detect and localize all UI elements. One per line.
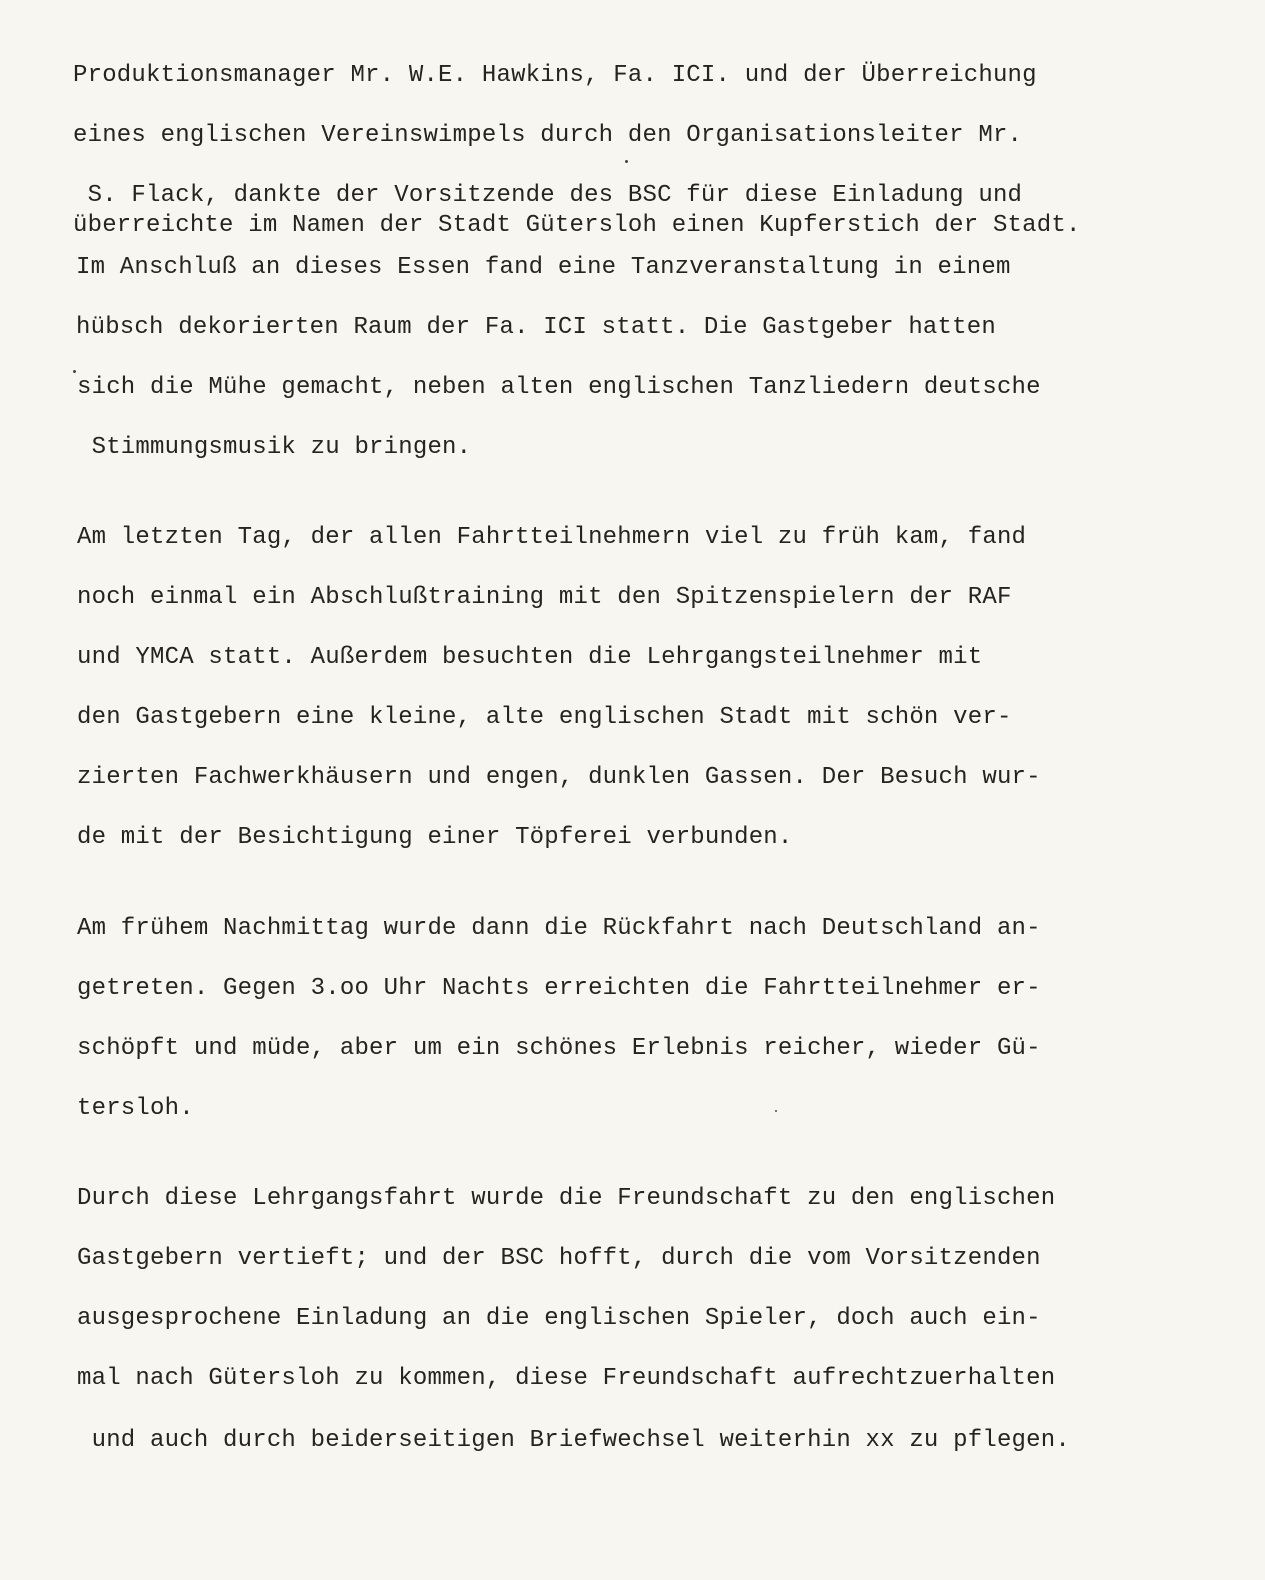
text-line: Gastgebern vertieft; und der BSC hofft, durch die vom Vorsitzenden [77, 1245, 1041, 1272]
text-line: Produktionsmanager Mr. W.E. Hawkins, Fa. ICI. und der Überreichung [73, 62, 1037, 89]
ink-speck [775, 1110, 777, 1112]
text-line: Stimmungsmusik zu bringen. [77, 434, 472, 461]
text-line: zierten Fachwerkhäusern und engen, dunklen Gassen. Der Besuch wur- [77, 764, 1041, 791]
text-line: eines englischen Vereinswimpels durch den Organisationsleiter Mr. [73, 122, 1023, 149]
text-line: schöpft und müde, aber um ein schönes Erlebnis reicher, wieder Gü- [77, 1035, 1041, 1062]
ink-speck [625, 160, 628, 163]
text-line: de mit der Besichtigung einer Töpferei verbunden. [77, 824, 793, 851]
text-line: noch einmal ein Abschlußtraining mit den Spitzenspielern der RAF [77, 584, 1012, 611]
text-line: Am letzten Tag, der allen Fahrtteilnehmern viel zu früh kam, fand [77, 524, 1027, 551]
text-line: und auch durch beiderseitigen Briefwechsel weiterhin xx zu pflegen. [77, 1427, 1070, 1454]
ink-speck [73, 370, 76, 373]
text-line: mal nach Gütersloh zu kommen, diese Freundschaft aufrechtzuerhalten [77, 1365, 1056, 1392]
text-line: Im Anschluß an dieses Essen fand eine Tanzveranstaltung in einem [76, 254, 1011, 281]
text-line: Durch diese Lehrgangsfahrt wurde die Freundschaft zu den englischen [77, 1185, 1056, 1212]
text-line: getreten. Gegen 3.oo Uhr Nachts erreichten die Fahrtteilnehmer er- [77, 975, 1041, 1002]
text-line: S. Flack, dankte der Vorsitzende des BSC für diese Einladung und [73, 182, 1023, 209]
text-line: und YMCA statt. Außerdem besuchten die Lehrgangsteilnehmer mit [77, 644, 983, 671]
text-line: überreichte im Namen der Stadt Gütersloh einen Kupferstich der Stadt. [73, 212, 1081, 239]
text-line: Am frühem Nachmittag wurde dann die Rückfahrt nach Deutschland an- [77, 915, 1041, 942]
text-line: tersloh. [77, 1095, 194, 1122]
text-line: hübsch dekorierten Raum der Fa. ICI statt. Die Gastgeber hatten [76, 314, 996, 341]
text-line: sich die Mühe gemacht, neben alten englischen Tanzliedern deutsche [77, 374, 1041, 401]
text-line: den Gastgebern eine kleine, alte englischen Stadt mit schön ver- [77, 704, 1012, 731]
text-line: ausgesprochene Einladung an die englischen Spieler, doch auch ein- [77, 1305, 1041, 1332]
